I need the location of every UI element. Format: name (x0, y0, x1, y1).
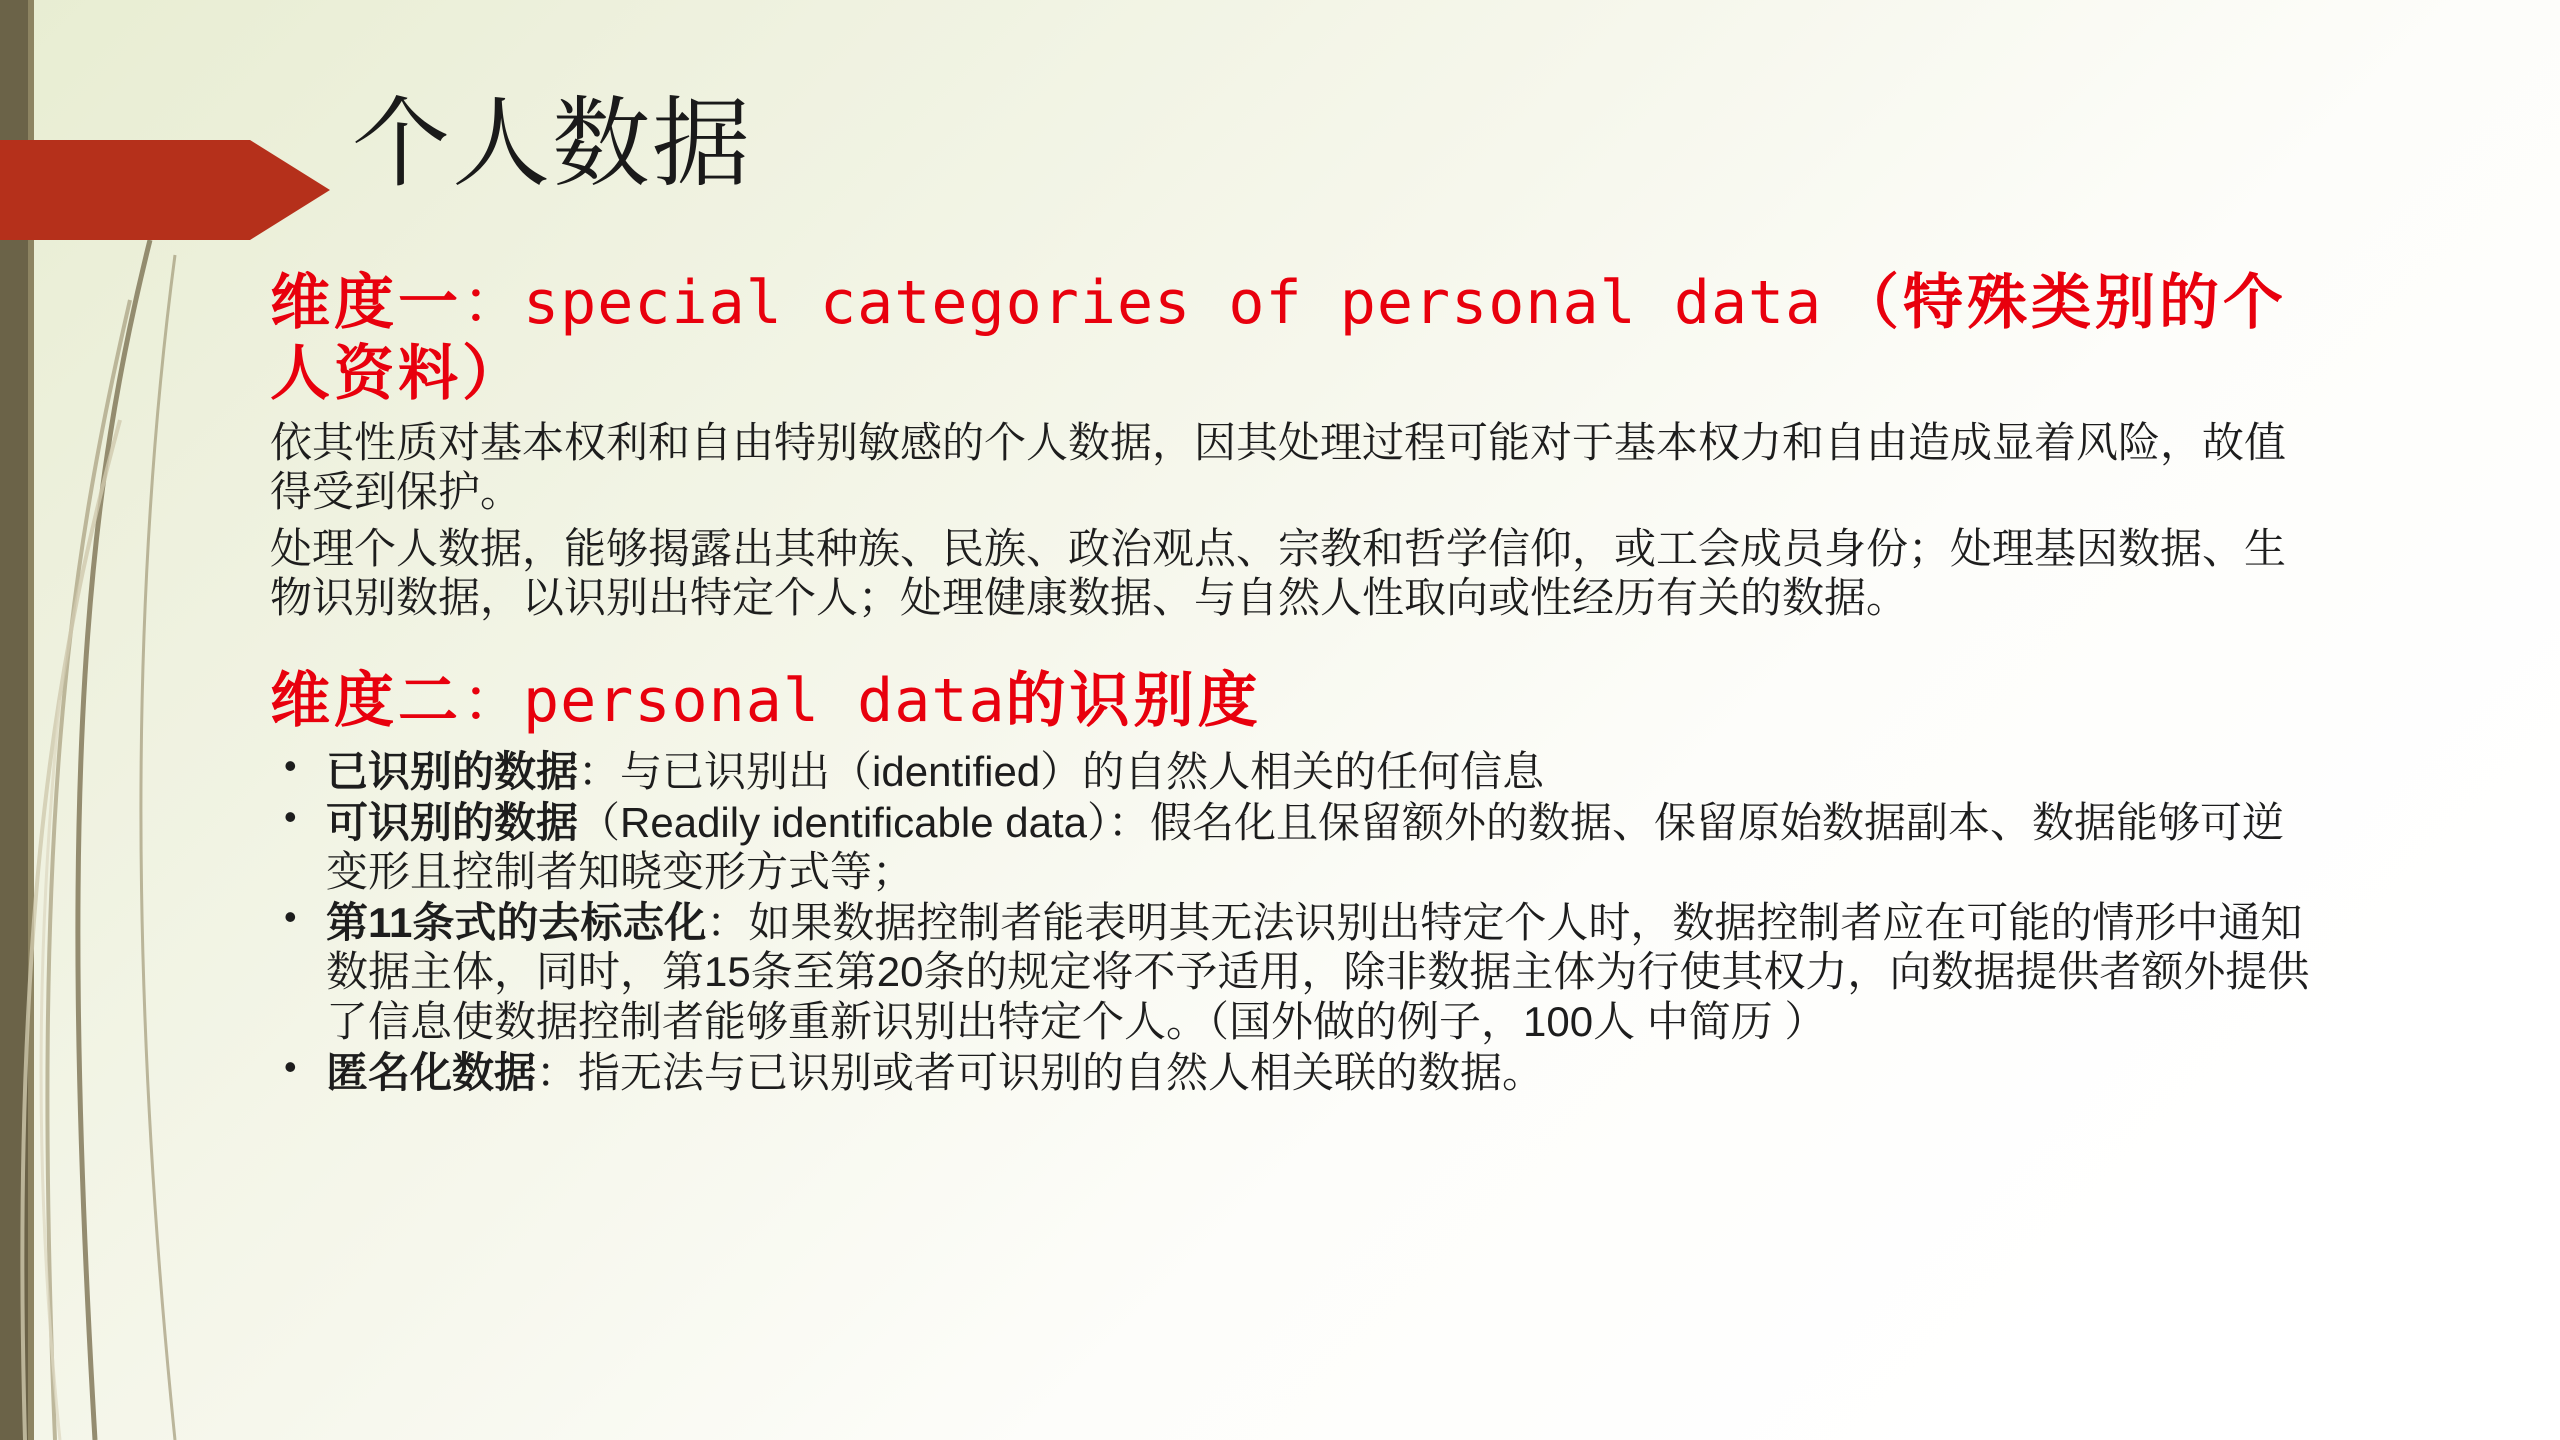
bullet-separator: ： (706, 899, 749, 947)
bullet-text: 指无法与已识别或者可识别的自然人相关联的数据。 (578, 1048, 1545, 1096)
bullet-term: 第11条式的去标志化 (326, 899, 707, 947)
list-item (270, 798, 2310, 896)
page-title: 个人数据 (352, 87, 753, 201)
bullet-text: 与已识别出（identified）的自然人相关的任何信息 (620, 747, 1545, 795)
section-2-heading-translation: 的识别度 (1005, 666, 1262, 737)
bullet-term: 匿名化数据 (326, 1048, 537, 1096)
list-item (270, 1048, 2310, 1097)
title-arrow-banner (0, 140, 330, 240)
section-2-heading (270, 666, 2310, 737)
section-2-heading-separator: ： (462, 666, 523, 737)
section-2-heading-term: personal data (523, 666, 1006, 737)
section-1-heading-term: special categories of personal data (523, 268, 1823, 338)
section-1-heading-label: 维度一 (270, 268, 462, 338)
bullet-term: 可识别的数据 (326, 799, 579, 847)
section-1-heading (270, 268, 2310, 410)
section-1-paragraph-2: 处理个人数据，能够揭露出其种族、民族、政治观点、宗教和哲学信仰，或工会成员身份；处理基因数据、生物识别数据，以识别出特定个人；处理健康数据、与自然人性取向或性经历有关的数据。 (270, 524, 2287, 621)
bullet-separator: （Readily identificable data）： (578, 799, 1150, 847)
section-1-heading-separator: ： (462, 268, 523, 338)
section-2-heading-label: 维度二 (270, 666, 462, 737)
list-item (270, 898, 2310, 1045)
bullet-separator: ： (536, 1048, 579, 1096)
bullet-separator: ： (578, 747, 621, 795)
slide-body (270, 268, 2310, 1099)
section-1-paragraph-1: 依其性质对基本权利和自由特别敏感的个人数据，因其处理过程可能对于基本权力和自由造成显着风险，故值得受到保护。 (270, 418, 2287, 515)
list-item (270, 747, 2310, 796)
bullet-text: 如果数据控制者能表明其无法识别出特定个人时，数据控制者应在可能的情形中通知数据主体，同时，第15条至第20条的规定将不予适用，除非数据主体为行使其权力，向数据提供者额外提供了信息使数据控制者能够重新识别出特定个人。（国外做的例子，100人 中简历 ） (326, 899, 2310, 1045)
bullet-text: 假名化且保留额外的数据、保留原始数据副本、数据能够可逆变形且控制者知晓变形方式等； (326, 799, 2284, 896)
bullet-term: 已识别的数据 (326, 747, 579, 795)
section-2-bullet-list (270, 747, 2310, 1097)
section-1-heading-translation: （特殊类别的个人资料） (270, 268, 2287, 409)
